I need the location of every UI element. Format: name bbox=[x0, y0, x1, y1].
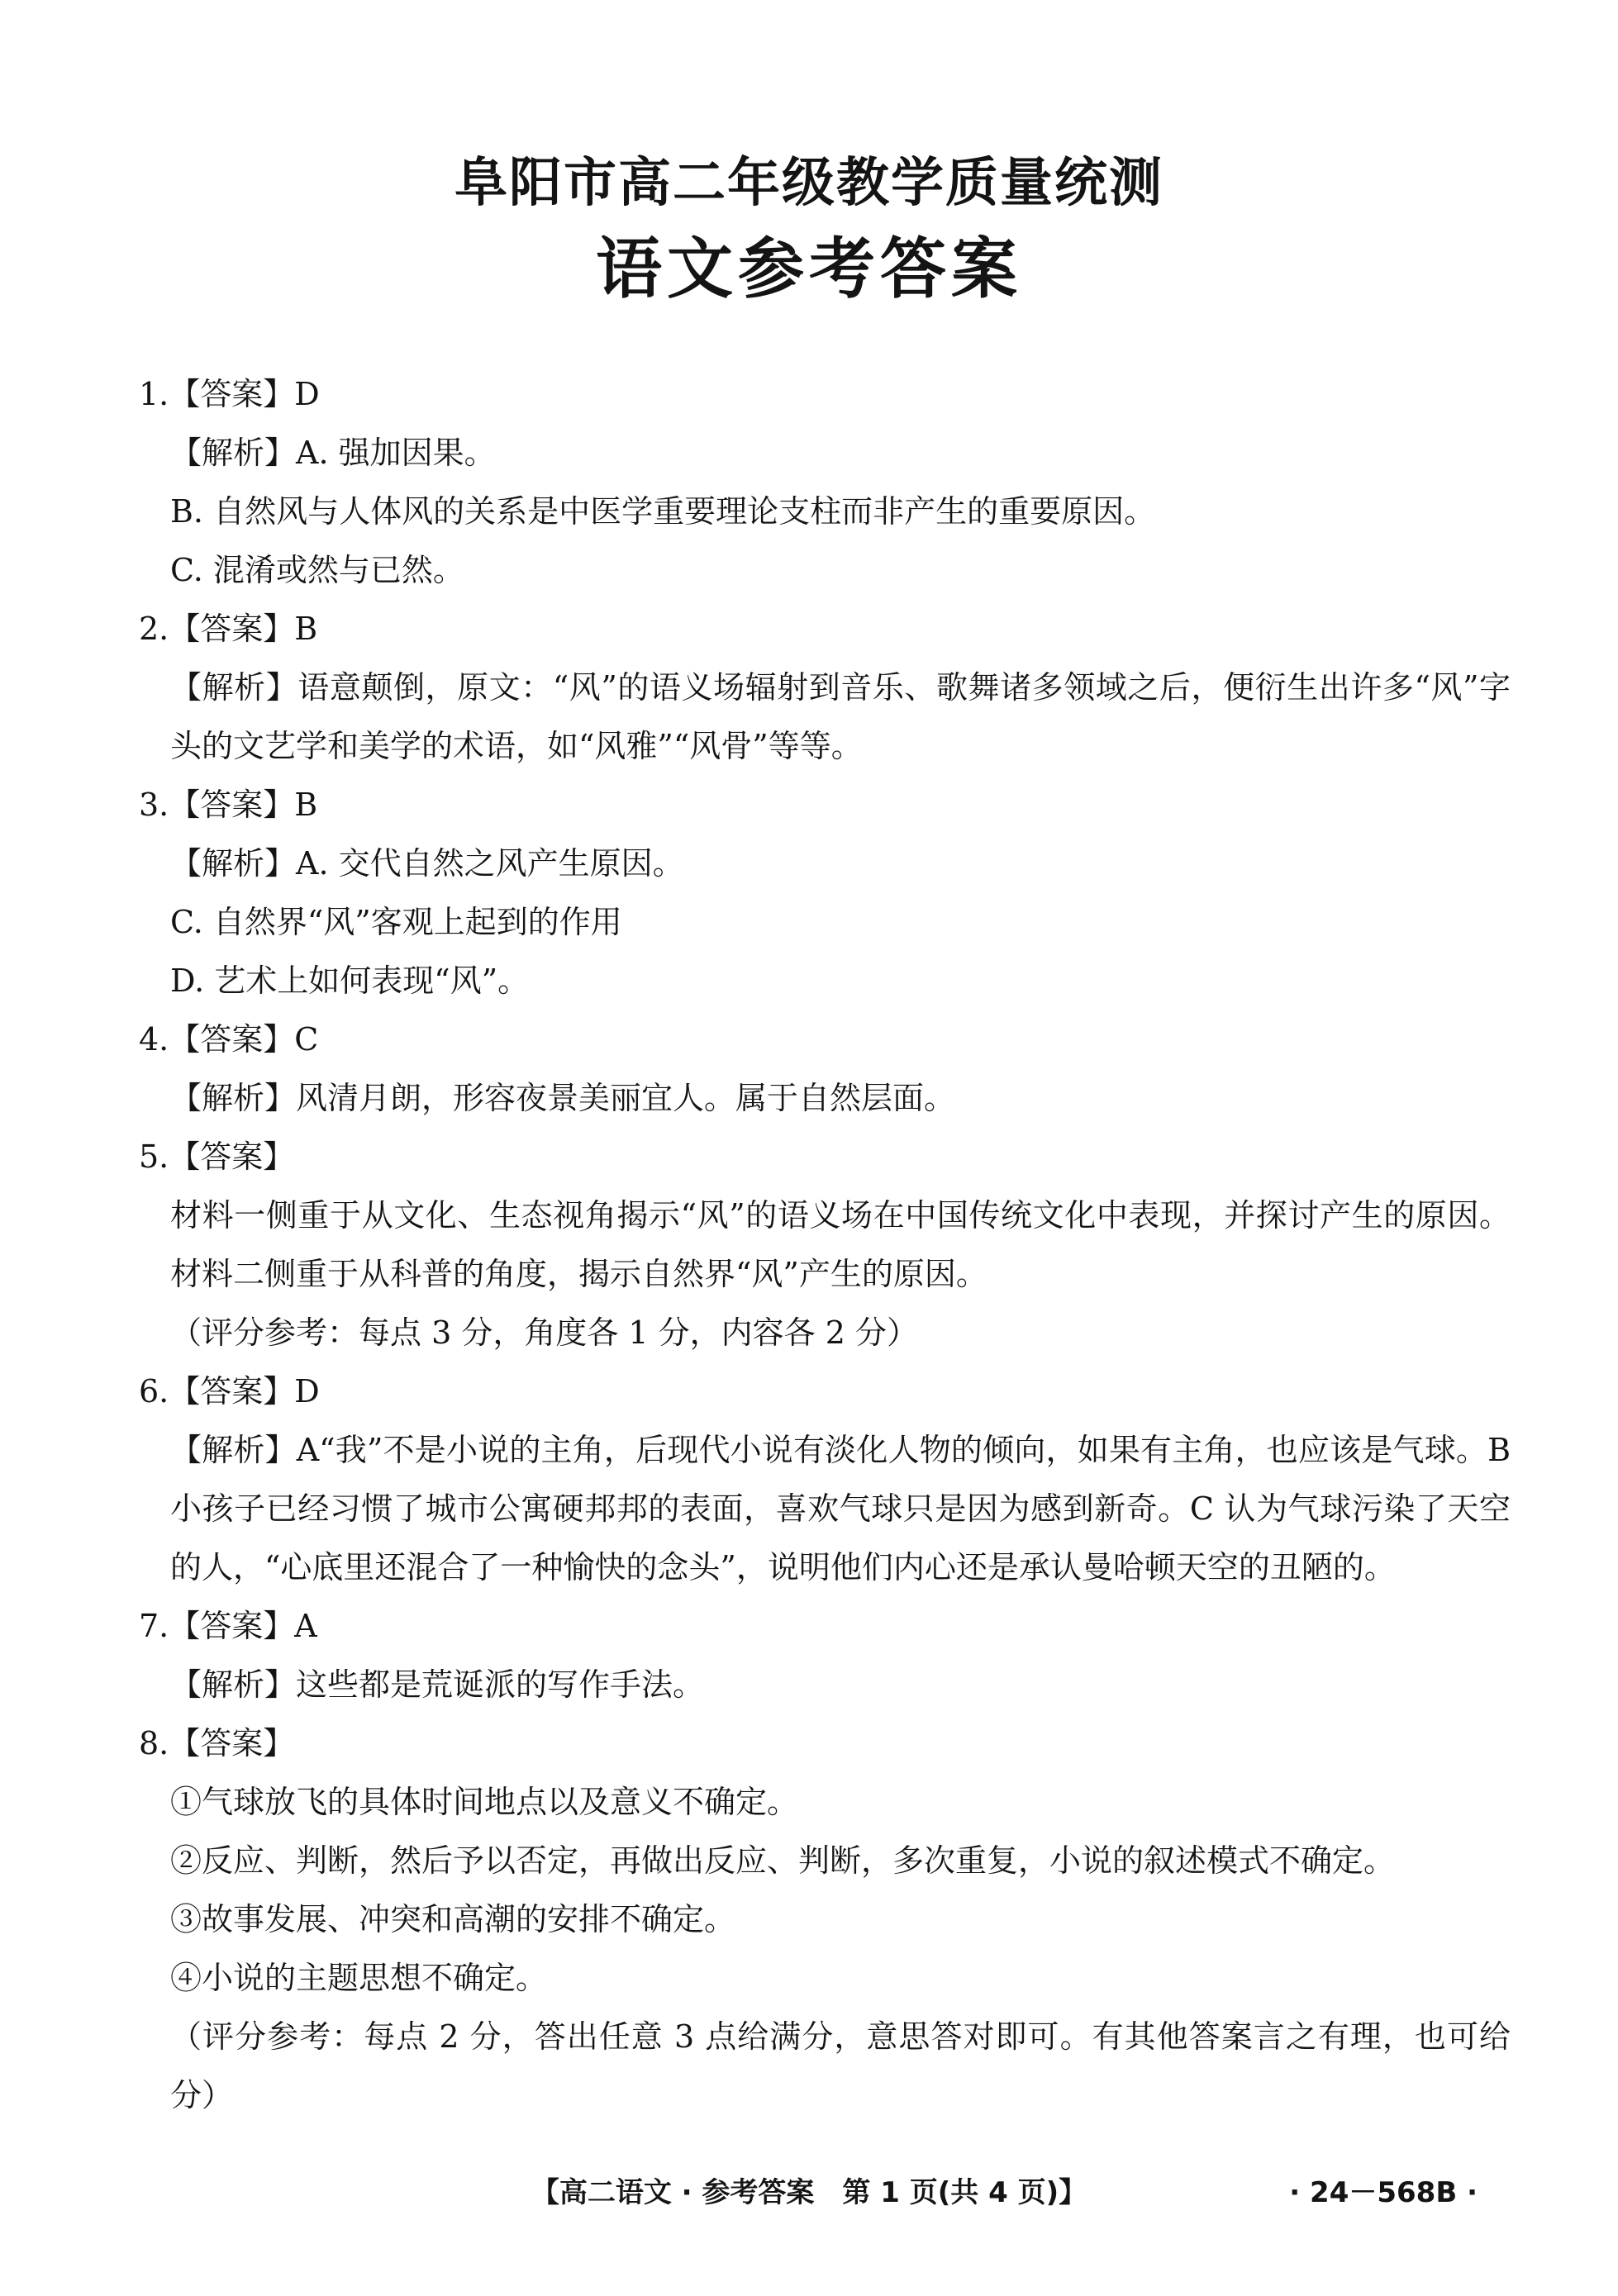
question-5-header bbox=[139, 1128, 1511, 1186]
question-4-header bbox=[139, 1010, 1511, 1069]
page-subtitle: 语文参考答案 bbox=[596, 231, 1022, 307]
question-2-header bbox=[139, 600, 1511, 658]
question-7-header bbox=[139, 1597, 1511, 1656]
explanation-paragraph: 【解析】A“我”不是小说的主角，后现代小说有淡化人物的倾向，如果有主角，也应该是气球。B 小孩子已经习惯了城市公寓硬邦邦的表面，喜欢气球只是因为感到新奇。C 认为气球污染了天空的人，“心底里还混合了一种愉快的念头”，说明他们内心还是承认曼哈顿天空的丑陋的。 bbox=[170, 1432, 1511, 1585]
question-1-header bbox=[139, 365, 1511, 424]
answer-point: ②反应、判断，然后予以否定，再做出反应、判断，多次重复，小说的叙述模式不确定。 bbox=[170, 1842, 1396, 1879]
footer-page-info: 【高二语文 · 参考答案 第 1 页(共 4 页)】 bbox=[531, 2176, 1087, 2209]
question-number: 8. bbox=[139, 1725, 169, 1761]
answer-point: ①气球放飞的具体时间地点以及意义不确定。 bbox=[170, 1784, 799, 1820]
page-footer bbox=[0, 2168, 1618, 2218]
explanation-line: 【解析】A. 交代自然之风产生原因。 bbox=[170, 845, 684, 882]
question-3-header bbox=[139, 776, 1511, 834]
explanation-line: C. 混淆或然与已然。 bbox=[170, 552, 464, 588]
answer-label: 【答案】C bbox=[169, 1021, 319, 1058]
scoring-note: （评分参考：每点 2 分，答出任意 3 点给满分，意思答对即可。有其他答案言之有理，也可给分） bbox=[170, 2018, 1511, 2113]
explanation-line: C. 自然界“风”客观上起到的作用 bbox=[170, 904, 622, 940]
explanation-paragraph: 【解析】语意颠倒，原文：“风”的语义场辐射到音乐、歌舞诸多领域之后，便衍生出许多“风”字头的文艺学和美学的术语，如“风雅”“风骨”等等。 bbox=[170, 669, 1511, 764]
explanation-line: B. 自然风与人体风的关系是中医学重要理论支柱而非产生的重要原因。 bbox=[170, 493, 1156, 530]
answer-label: 【答案】D bbox=[169, 376, 320, 412]
explanation-line: D. 艺术上如何表现“风”。 bbox=[170, 963, 530, 999]
question-number: 4. bbox=[139, 1021, 169, 1058]
answer-paragraph: 材料一侧重于从文化、生态视角揭示“风”的语义场在中国传统文化中表现，并探讨产生的原因。材料二侧重于从科普的角度，揭示自然界“风”产生的原因。 bbox=[170, 1197, 1511, 1292]
answer-label: 【答案】D bbox=[169, 1373, 320, 1409]
answer-point: ④小说的主题思想不确定。 bbox=[170, 1960, 548, 1996]
question-number: 2. bbox=[139, 611, 169, 647]
answer-list bbox=[139, 365, 1511, 2125]
explanation-line: 【解析】风清月朗，形容夜景美丽宜人。属于自然层面。 bbox=[170, 1080, 956, 1116]
title-block bbox=[0, 149, 1618, 312]
explanation-line: 【解析】这些都是荒诞派的写作手法。 bbox=[170, 1666, 705, 1703]
answer-label: 【答案】 bbox=[169, 1138, 295, 1175]
question-number: 7. bbox=[139, 1608, 169, 1644]
question-number: 6. bbox=[139, 1373, 169, 1409]
footer-code: · 24－568B · bbox=[1289, 2176, 1478, 2209]
question-6-header bbox=[139, 1362, 1511, 1421]
page-title: 阜阳市高二年级教学质量统测 bbox=[454, 153, 1164, 214]
explanation-line: 【解析】A. 强加因果。 bbox=[170, 435, 496, 471]
question-number: 1. bbox=[139, 376, 169, 412]
scoring-note: （评分参考：每点 3 分，角度各 1 分，内容各 2 分） bbox=[170, 1314, 919, 1351]
answer-label: 【答案】B bbox=[169, 611, 318, 647]
answer-label: 【答案】 bbox=[169, 1725, 295, 1761]
answer-point: ③故事发展、冲突和高潮的安排不确定。 bbox=[170, 1901, 736, 1937]
question-number: 5. bbox=[139, 1138, 169, 1175]
answer-label: 【答案】B bbox=[169, 787, 318, 823]
question-8-header bbox=[139, 1714, 1511, 1773]
answer-label: 【答案】A bbox=[169, 1608, 317, 1644]
question-number: 3. bbox=[139, 787, 169, 823]
